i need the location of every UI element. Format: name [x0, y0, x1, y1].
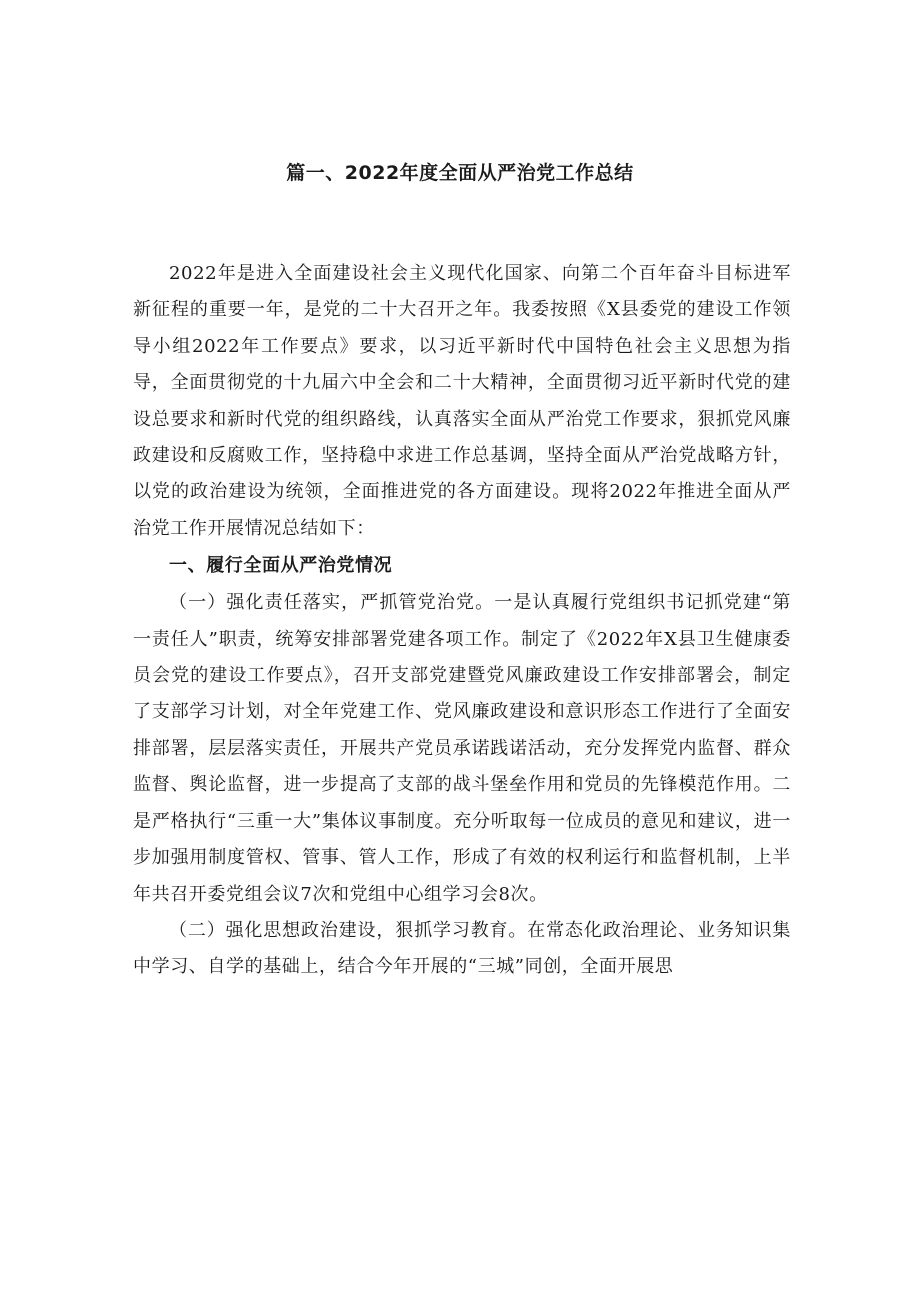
section-paragraph-2: （二）强化思想政治建设，狠抓学习教育。在常态化政治理论、业务知识集中学习、自学的基础上，结合今年开展的“三城”同创，全面开展思: [133, 919, 791, 978]
section-paragraph-1: （一）强化责任落实，严抓管党治党。一是认真履行党组织书记抓党建“第一责任人”职责，统筹安排部署党建各项工作。制定了《2022年X县卫生健康委员会党的建设工作要点》，召开支部党建暨党风廉政建设工作安排部署会，制定了支部学习计划，对全年党建工作、党风廉政建设和意识形态工作进行了全面安排部署，层层落实责任，开展共产党员承诺践诺活动，充分发挥党内监督、群众监督、舆论监督，进一步提高了支部的战斗堡垒作用和党员的先锋模范作用。二是严格执行“三重一大”集体议事制度。充分听取每一位成员的意见和建议，进一步加强用制度管权、管事、管人工作，形成了有效的权利运行和监督机制，上半年共召开委党组会议7次和党组中心组学习会8次。: [133, 592, 791, 905]
document-body: [133, 256, 791, 986]
section-heading: 一、履行全面从严治党情况: [169, 555, 393, 577]
document-title: 篇一、2022年度全面从严治党工作总结: [286, 162, 634, 184]
intro-paragraph: 2022年是进入全面建设社会主义现代化国家、向第二个百年奋斗目标进军新征程的重要一年，是党的二十大召开之年。我委按照《X县委党的建设工作领导小组2022年工作要点》要求，以习近平新时代中国特色社会主义思想为指导，全面贯彻党的十九届六中全会和二十大精神，全面贯彻习近平新时代党的建设总要求和新时代党的组织路线，认真落实全面从严治党工作要求，狠抓党风廉政建设和反腐败工作，坚持稳中求进工作总基调，坚持全面从严治党战略方针，以党的政治建设为统领，全面推进党的各方面建设。现将2022年推进全面从严治党工作开展情况总结如下：: [133, 263, 791, 539]
